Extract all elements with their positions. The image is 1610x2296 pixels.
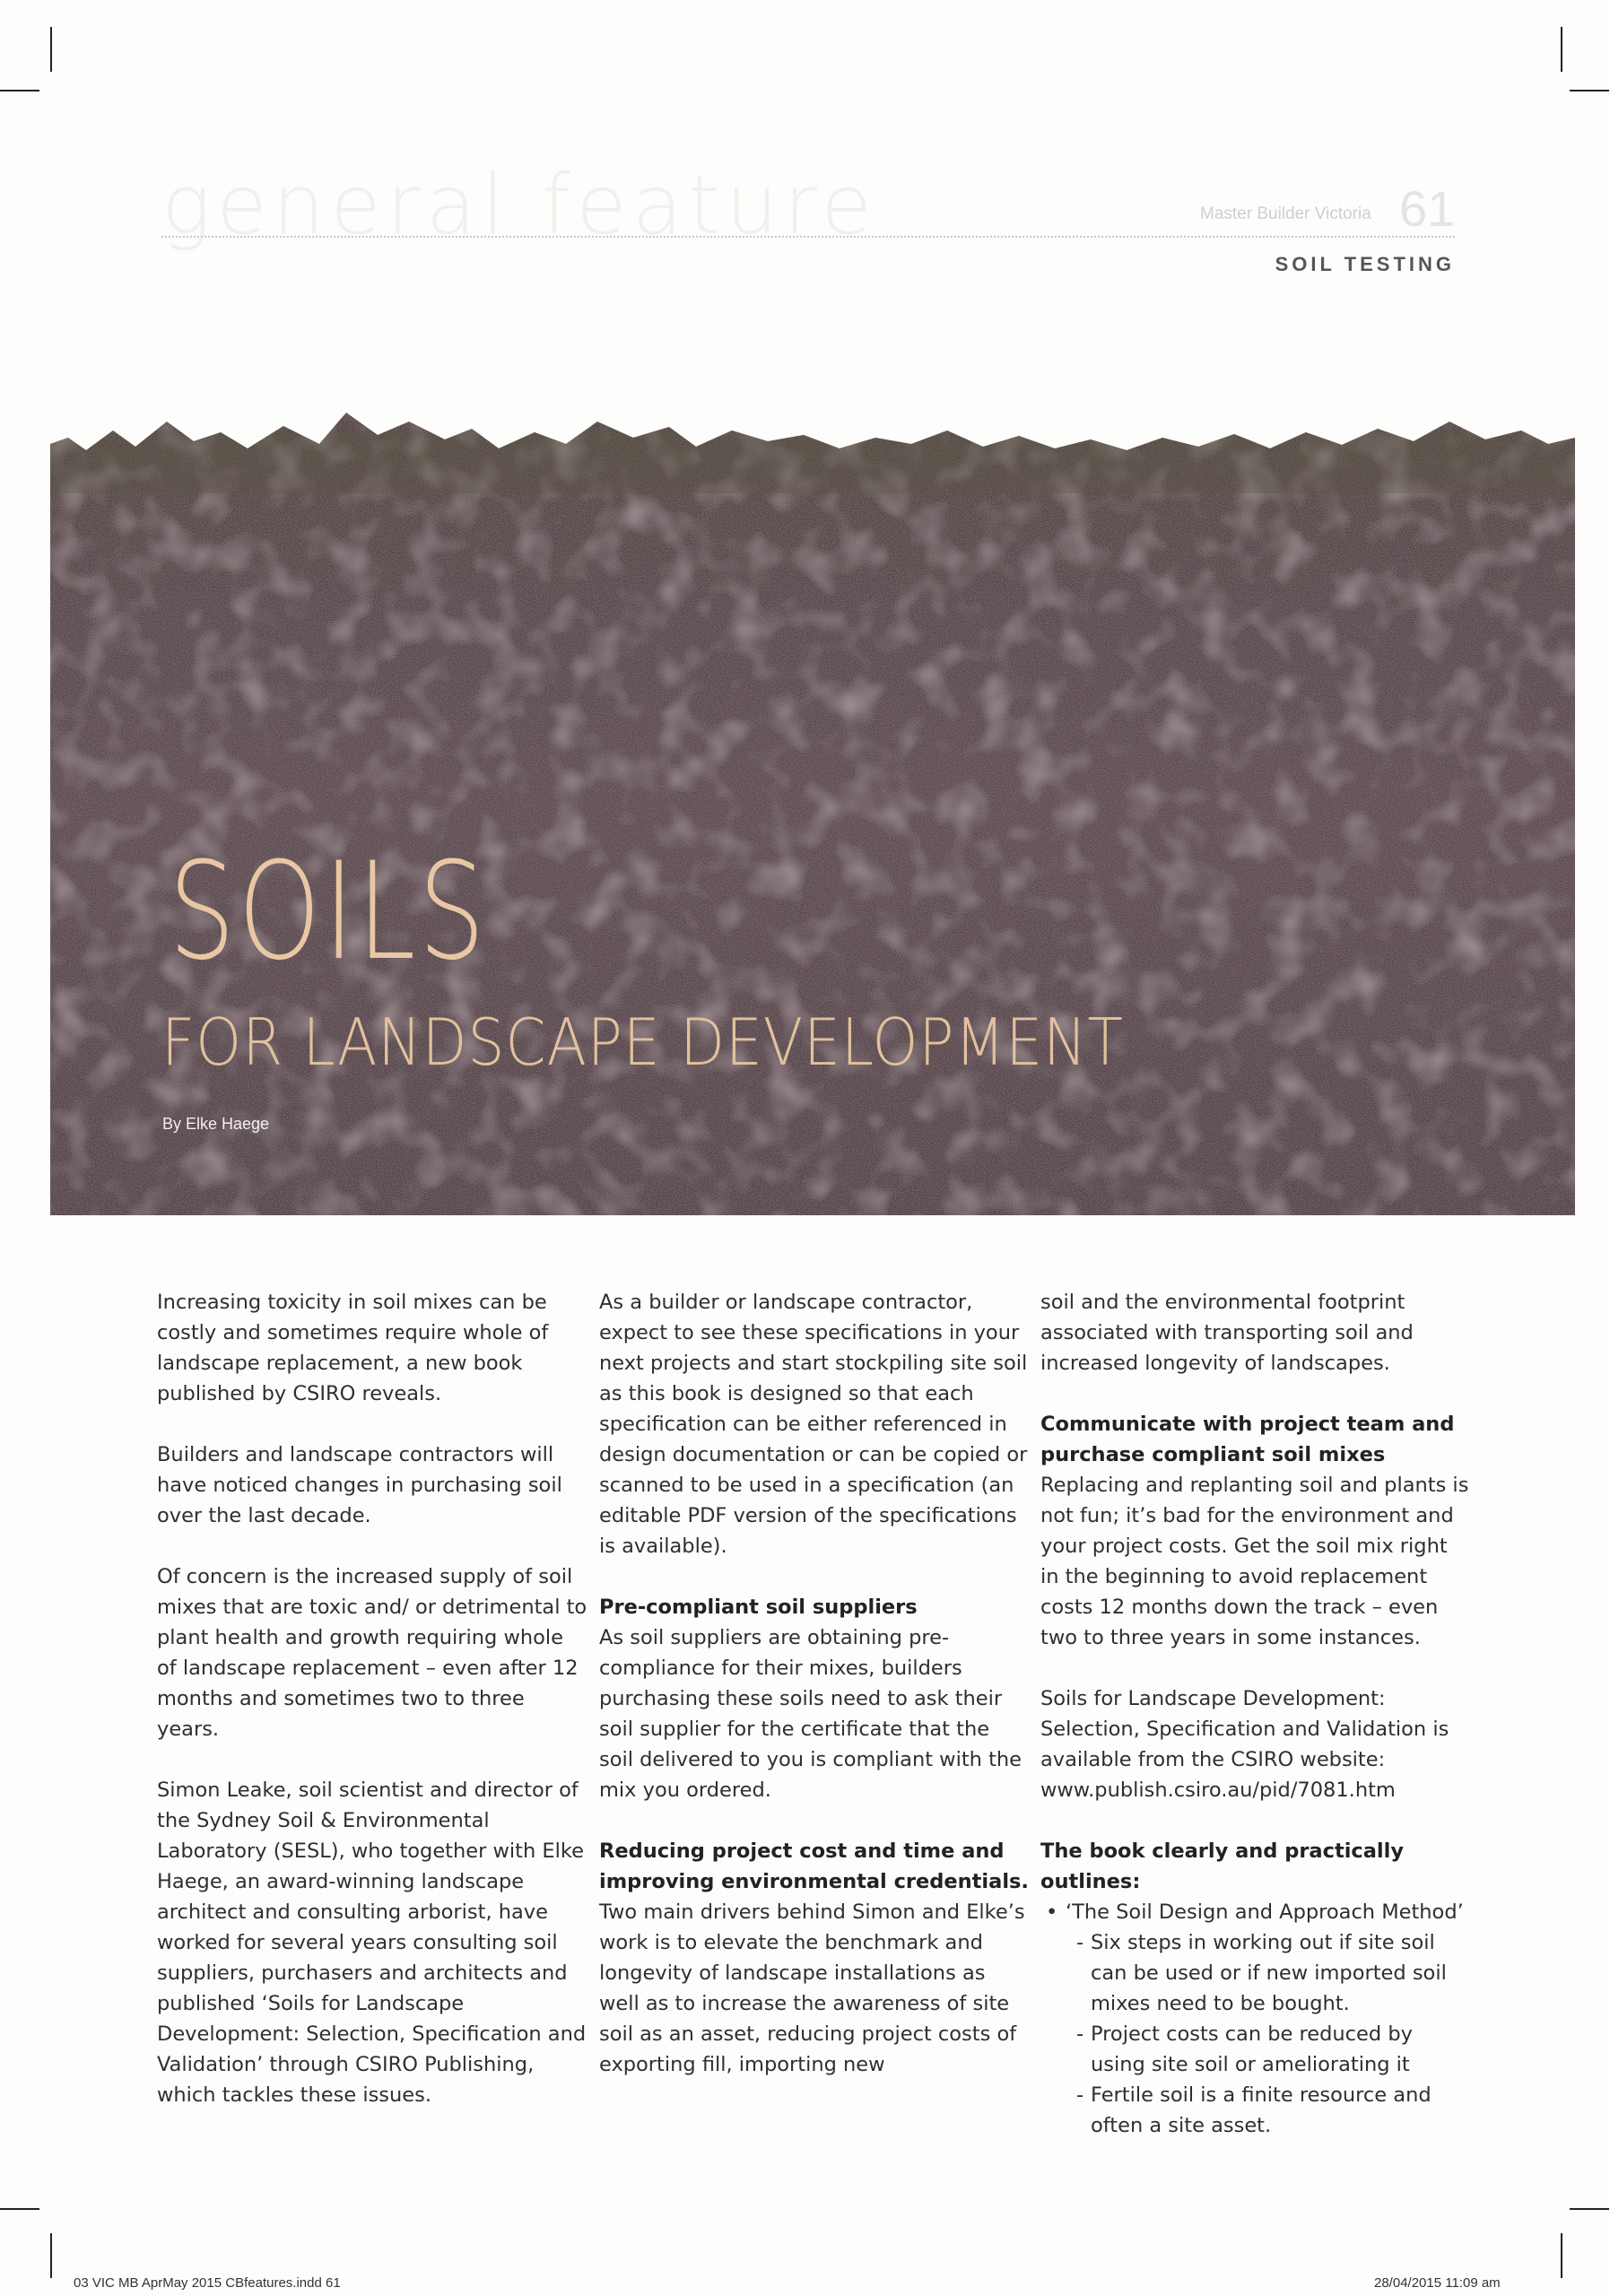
soil-texture — [50, 395, 1575, 1215]
paragraph: soil and the environmental footprint associated with transporting soil and increased longevity of landscapes. — [1040, 1291, 1414, 1375]
article-column-1 — [157, 1287, 587, 2141]
print-timestamp: 28/04/2015 11:09 am — [1374, 2275, 1501, 2291]
paragraph: Simon Leake, soil scientist and director of the Sydney Soil & Environmental Laboratory (SESL), who together with Elke Haege, an award-winning landscape architect and consulting arborist, have worked for several years consulting soil suppliers, purchasers and architects and published ‘Soils for Landscape Development: Selection, Specification and Validation’ through CSIRO Publishing, which tackles these issues. — [157, 1779, 587, 2107]
subheading: Pre-compliant soil suppliers — [599, 1596, 918, 1619]
list-item: - Six steps in working out if site soil can be used or if new imported soil mixes need to be bought. — [1091, 1927, 1471, 2019]
paragraph: Soils for Landscape Development: Selection, Specification and Validation is available from the CSIRO website: www.publish.csiro.au/pid/7081.htm — [1040, 1687, 1449, 1802]
crop-mark — [1561, 2233, 1562, 2278]
list-item-text: ‘The Soil Design and Approach Method’ — [1066, 1900, 1464, 1924]
crop-mark — [50, 2233, 52, 2278]
subheading: Communicate with project team and purchase compliant soil mixes — [1040, 1413, 1455, 1466]
paragraph: Of concern is the increased supply of soil mixes that are toxic and/ or detrimental to plant health and growth requiring whole of landscape replacement – even after 12 months and sometimes two to three years. — [157, 1565, 587, 1741]
crop-mark — [0, 90, 39, 91]
list-item: - Project costs can be reduced by using site soil or ameliorating it — [1091, 2019, 1471, 2080]
article-title: SOILS — [169, 834, 488, 990]
crop-mark — [1561, 27, 1562, 72]
subheading: The book clearly and practically outlines: — [1040, 1839, 1405, 1893]
print-file-info: 03 VIC MB AprMay 2015 CBfeatures.indd 61 — [74, 2275, 341, 2291]
crop-mark — [1570, 90, 1609, 91]
list-item: - Fertile soil is a finite resource and often a site asset. — [1091, 2080, 1471, 2141]
crop-mark — [1570, 2208, 1609, 2210]
page-number: 61 — [1399, 180, 1456, 237]
article-subtitle: FOR LANDSCAPE DEVELOPMENT — [161, 1004, 1124, 1080]
magazine-name: Master Builder Victoria — [1200, 204, 1371, 223]
author-byline: By Elke Haege — [162, 1115, 270, 1133]
section-watermark: general feature — [161, 157, 877, 253]
crop-mark — [0, 2208, 39, 2210]
sub-list — [1066, 1927, 1471, 2141]
hero-image — [50, 395, 1575, 1215]
crop-mark — [50, 27, 52, 72]
paragraph: As a builder or landscape contractor, expect to see these specifications in your next projects and start stockpiling site soil as this book is designed so that each specification can be either referenced in design documentation or can be copied or scanned to be used in a specification (an editable PDF version of the specifications is available). — [599, 1291, 1028, 1558]
paragraph: Builders and landscape contractors will have noticed changes in purchasing soil over the last decade. — [157, 1443, 562, 1527]
paragraph: Replacing and replanting soil and plants is not fun; it’s bad for the environment and your project costs. Get the soil mix right in the beginning to avoid replacement costs 12 months down the track – even two to three years in some instances. — [1040, 1474, 1469, 1649]
header-divider — [161, 236, 1455, 238]
list-item — [1066, 1897, 1471, 2141]
paragraph: Increasing toxicity in soil mixes can be costly and sometimes require whole of landscape replacement, a new book published by CSIRO reveals. — [157, 1291, 549, 1405]
subheading: Reducing project cost and time and improving environmental credentials. — [599, 1839, 1029, 1893]
article-column-2 — [599, 1287, 1030, 2110]
paragraph: Two main drivers behind Simon and Elke’s work is to elevate the benchmark and longevity of landscape installations as well as to increase the awareness of site soil as an asset, reducing project costs of exporting fill, importing new — [599, 1900, 1025, 2076]
outline-list — [1040, 1897, 1471, 2141]
section-label: SOIL TESTING — [1275, 253, 1455, 275]
paragraph: As soil suppliers are obtaining pre-compliance for their mixes, builders purchasing these soils need to ask their soil supplier for the certificate that the soil delivered to you is compliant with the mix you ordered. — [599, 1626, 1022, 1802]
article-column-3 — [1040, 1287, 1471, 2141]
